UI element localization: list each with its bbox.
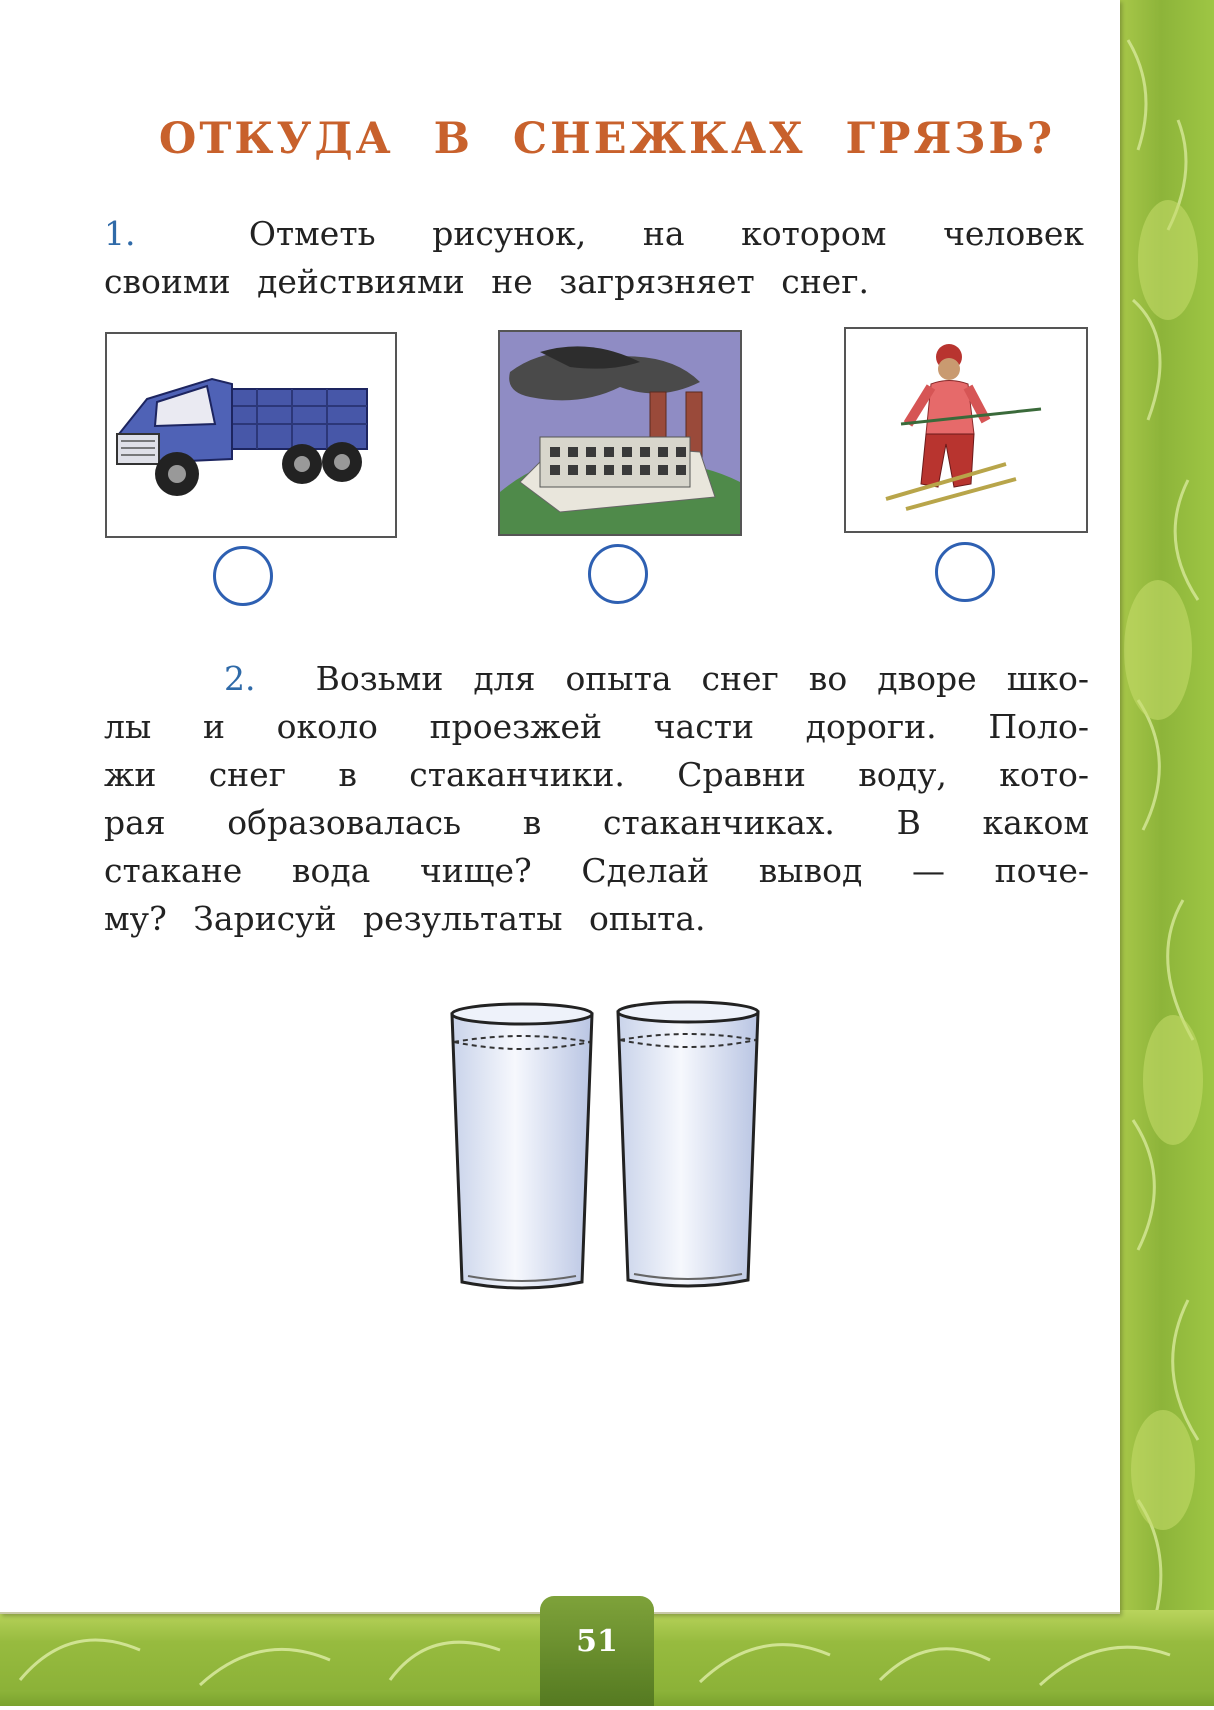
factory-icon bbox=[500, 332, 740, 534]
green-side-band bbox=[1118, 0, 1214, 1706]
skier-icon bbox=[846, 329, 1086, 531]
leaf-pattern bbox=[1118, 0, 1214, 1706]
answer-circle-truck[interactable] bbox=[213, 546, 273, 606]
glass-left[interactable] bbox=[448, 1000, 596, 1298]
task-1-text bbox=[104, 210, 1084, 306]
task-2-line-5: стакане вода чище? Сделай вывод — поче- bbox=[104, 851, 1089, 890]
task-2-line-4: рая образовалась в стаканчиках. В каком bbox=[104, 803, 1089, 842]
task-2-line-1-text: Возьми для опыта снег во дворе шко- bbox=[315, 659, 1090, 698]
answer-circle-skier[interactable] bbox=[935, 542, 995, 602]
task-1-line-1 bbox=[104, 210, 1084, 258]
glass-right[interactable] bbox=[614, 998, 762, 1296]
task-2-line-2: лы и около проезжей части дороги. Поло- bbox=[104, 707, 1089, 746]
task-2-number: 2. bbox=[224, 659, 256, 698]
task-1-line-1-text: Отметь рисунок, на котором человек bbox=[248, 214, 1084, 253]
task-1-number: 1. bbox=[104, 214, 136, 253]
task-1-line-2: своими действиями не загрязняет снег. bbox=[104, 262, 869, 301]
page-title: ОТКУДА В СНЕЖКАХ ГРЯЗЬ? bbox=[158, 114, 1056, 164]
task-2-line-3: жи снег в стаканчики. Сравни воду, кото- bbox=[104, 755, 1089, 794]
task-2-text bbox=[104, 655, 1089, 943]
truck-image[interactable] bbox=[105, 332, 397, 538]
task-2-line-6: му? Зарисуй результаты опыта. bbox=[104, 899, 706, 938]
truck-icon bbox=[107, 334, 395, 536]
skier-image[interactable] bbox=[844, 327, 1088, 533]
answer-circle-factory[interactable] bbox=[588, 544, 648, 604]
factory-image[interactable] bbox=[498, 330, 742, 536]
task-2-line-1 bbox=[104, 655, 1089, 703]
page-number: 51 bbox=[576, 1624, 618, 1659]
